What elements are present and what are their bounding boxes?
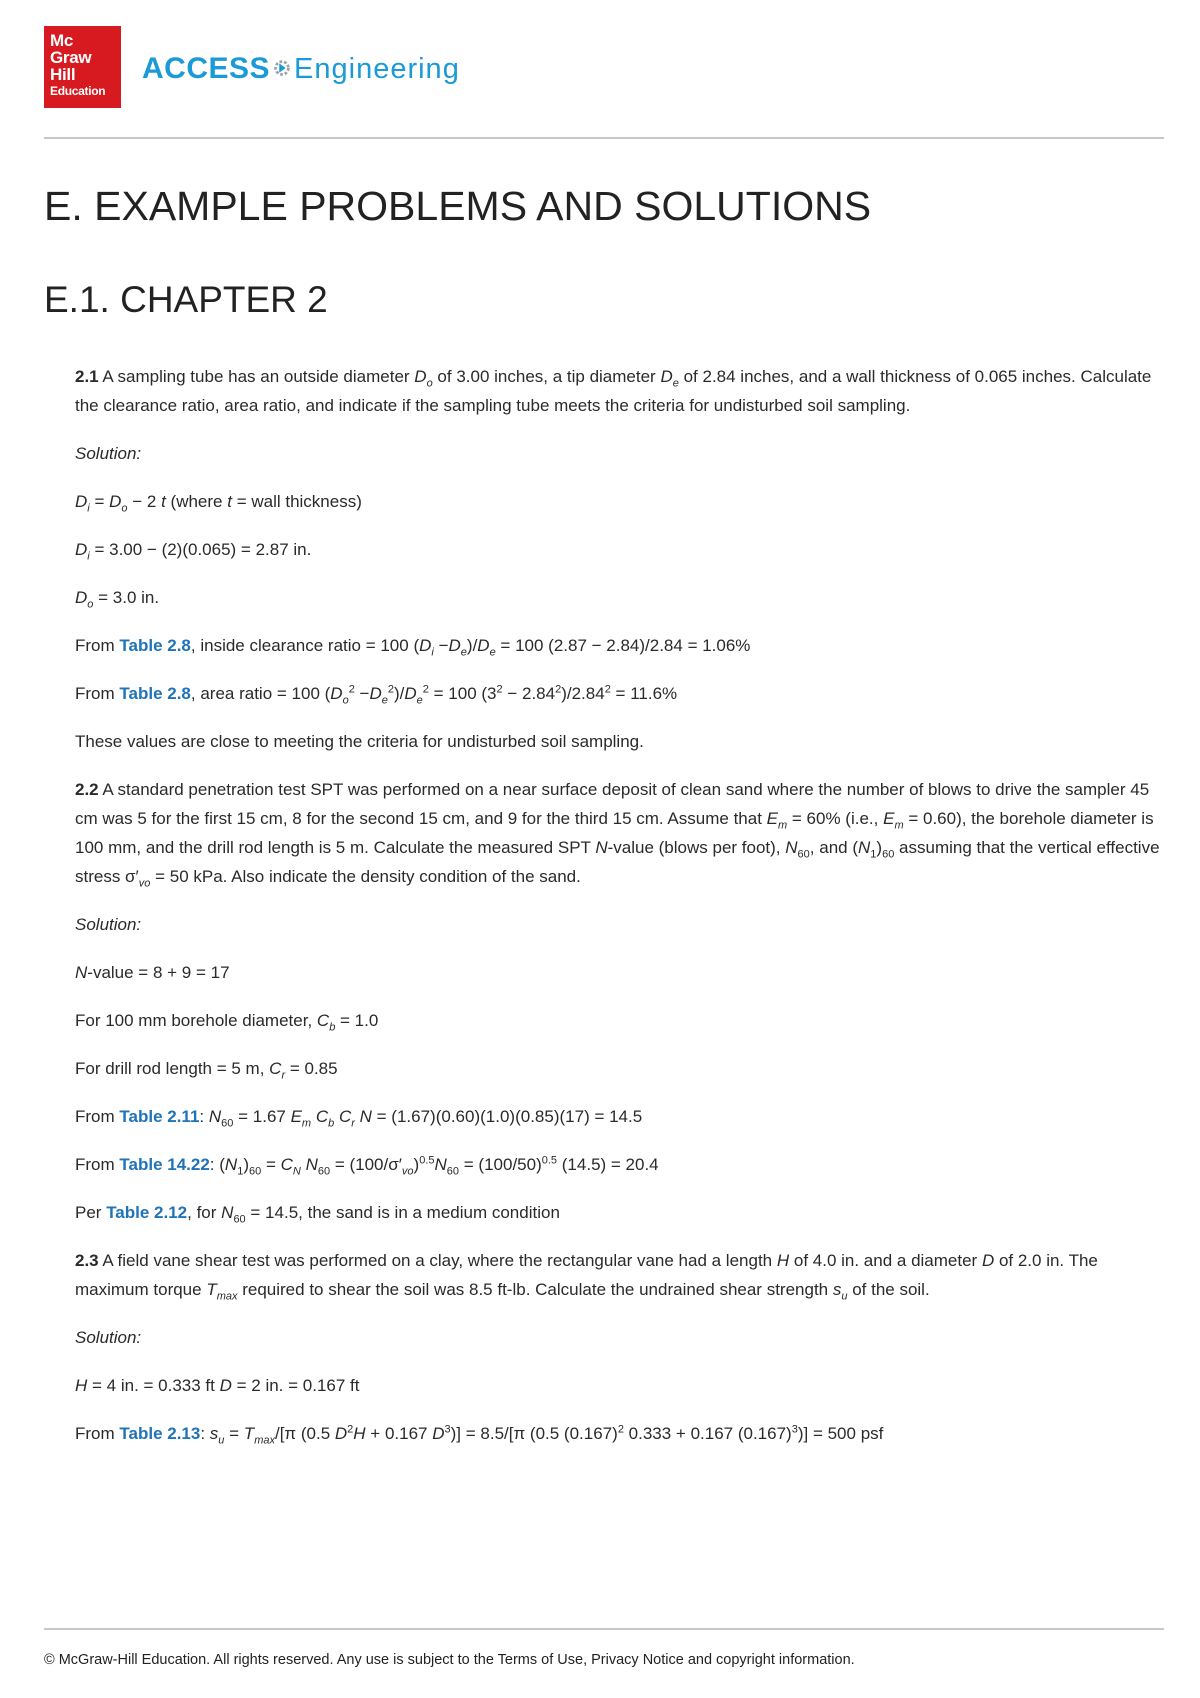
equation-line: From Table 2.8, inside clearance ratio = 100 $(D_i -D_e)/D_e = 100$ (2.87 − 2.84)/2.84 = 1.06% <box>75 636 751 659</box>
chapter-heading: E.1. CHAPTER 2 <box>44 279 328 320</box>
solution-label: Solution: <box>75 915 142 934</box>
gear-icon <box>271 57 293 79</box>
copyright-footer: © McGraw-Hill Education. All rights reserved. Any use is subject to the Terms of Use, Privacy Notice and copyright information. <box>44 1652 855 1668</box>
problem-2-1: 2.1 A sampling tube has an outside diameter $D_o$ of 3.00 inches, a tip diameter $D_e$ of 2.84 inches, and a wall thickness of 0.065 inches. Calculate the clearance ratio, area ratio, and indicate if the sampling tube meets the criteria for undisturbed soil sampling. <box>75 367 1152 415</box>
equation-line: For drill rod length = 5 m, $C_r = 0.85$ <box>75 1059 338 1082</box>
equation-line: $D_i = 3.00 - (2)(0.065) = 2.87$ in. <box>75 540 312 563</box>
footer-divider <box>44 1628 1164 1630</box>
mcgraw-hill-logo: Mc Graw Hill Education <box>44 26 121 108</box>
access-engineering-logo: ACCESS Engineering <box>142 52 460 85</box>
main-content <box>75 362 1165 1467</box>
conclusion-text: These values are close to meeting the criteria for undisturbed soil sampling. <box>75 732 644 751</box>
solution-label: Solution: <box>75 444 142 463</box>
equation-line: $D_i = D_o - 2$ t (where t = wall thickness) <box>75 492 362 515</box>
table-link[interactable]: Table 2.12 <box>106 1203 188 1222</box>
table-link[interactable]: Table 2.8 <box>119 684 191 703</box>
solution-label: Solution: <box>75 1328 142 1347</box>
equation-line: N-value = 8 + 9 = 17 <box>75 963 230 982</box>
table-link[interactable]: Table 2.11 <box>119 1107 200 1126</box>
table-link[interactable]: Table 14.22 <box>119 1155 210 1174</box>
header-divider <box>44 137 1164 139</box>
equation-line: Per Table 2.12, for $N_{60} = 14.5$, the sand is in a medium condition <box>75 1203 560 1226</box>
equation-line: From Table 14.22: $(N_1)_{60} = C_N$ $N_{60} = (100/\sigma'_{vo})^{0.5}N_{60} = (100/50)^{0.5}$ (14.5) = 20.4 <box>75 1154 659 1178</box>
equation-line: For 100 mm borehole diameter, $C_b = 1.0$ <box>75 1011 379 1034</box>
table-link[interactable]: Table 2.8 <box>119 636 191 655</box>
equation-line: From Table 2.11: $N_{60} = 1.67$ $E_m$ $C_b$ $C_r$ N = (1.67)(0.60)(1.0)(0.85)(17) = 14.5 <box>75 1107 643 1130</box>
equation-line: From Table 2.13: $s_u = T_{max}/[\pi$ (0.5 $D^2H + 0.167$ $D^3)] = 8.5/[\pi$ (0.5 $(0.167)^2$ 0.333 + 0.167 $(0.167)^3)] = 500$ psf <box>75 1423 884 1447</box>
table-link[interactable]: Table 2.13 <box>119 1424 201 1443</box>
equation-line: From Table 2.8, area ratio = 100 $(D_o^2 -D_e^2)/D_e^2 = 100$ $(3^2 - 2.84^2)/2.84^2 = 11.6\%$ <box>75 683 678 707</box>
page-header <box>44 26 1164 110</box>
equation-line: H = 4 in. = 0.333 ft D = 2 in. = 0.167 ft <box>75 1376 360 1395</box>
page-title: E. EXAMPLE PROBLEMS AND SOLUTIONS <box>44 183 872 229</box>
problem-2-3: 2.3 A field vane shear test was performed on a clay, where the rectangular vane had a length H of 4.0 in. and a diameter D of 2.0 in. The maximum torque $T_{max}$ required to shear the soil was 8.5 ft-lb. Calculate the undrained shear strength $s_u$ of the soil. <box>75 1251 1098 1303</box>
problem-2-2: 2.2 A standard penetration test SPT was performed on a near surface deposit of clean sand where the number of blows to drive the sampler 45 cm was 5 for the first 15 cm, 8 for the second 15 cm, and 9 for the third 15 cm. Assume that $E_m = 60\%$ (i.e., $E_m = 0.60$), the borehole diameter is 100 mm, and the drill rod length is 5 m. Calculate the measured SPT N-value (blows per foot), $N_{60}$, and $(N_1)_{60}$ assuming that the vertical effective stress $\sigma'_{vo} = 50$ kPa. Also indicate the density condition of the sand. <box>75 780 1160 890</box>
equation-line: $D_o = 3.0$ in. <box>75 588 160 611</box>
